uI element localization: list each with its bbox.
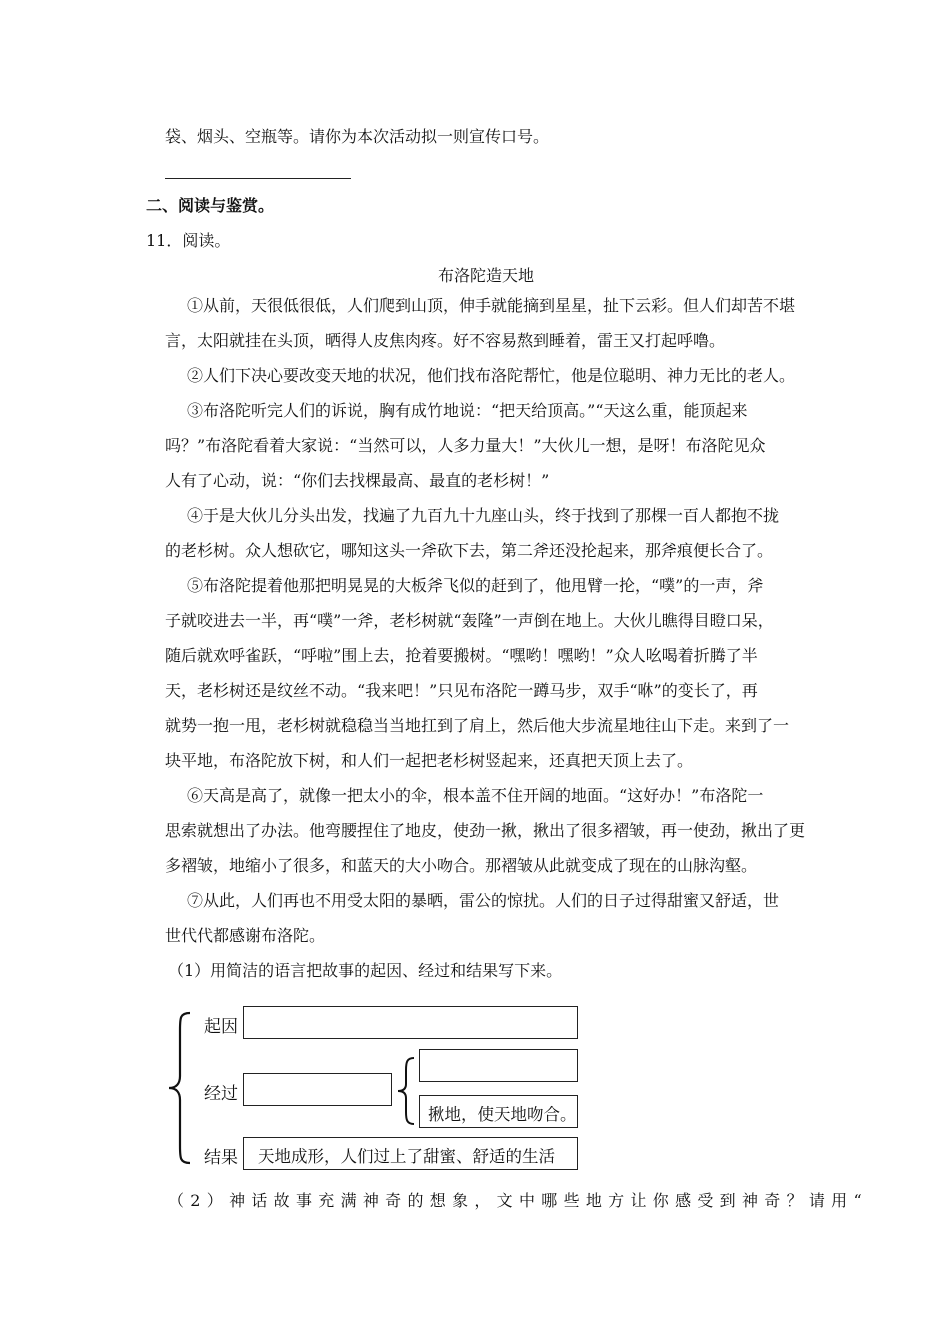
- section-heading: 二、阅读与鉴赏。: [146, 196, 275, 215]
- question-2: （2）神话故事充满神奇的想象，文中哪些地方让你感受到神奇？请用“: [168, 1191, 868, 1210]
- process-step1-answer-box[interactable]: [419, 1049, 578, 1082]
- small-brace: [396, 1056, 418, 1126]
- story-line: 天，老杉树还是纹丝不动。“我来吧！”只见布洛陀一蹲马步，双手“咻”的变长了，再: [165, 681, 758, 700]
- story-line: ①从前，天很低很低，人们爬到山顶，伸手就能摘到星星，扯下云彩。但人们却苦不堪: [187, 296, 796, 315]
- story-line: 随后就欢呼雀跃，“呼啦”围上去，抢着要搬树。“嘿哟！嘿哟！”众人吆喝着折腾了半: [165, 646, 758, 665]
- story-line: ②人们下决心要改变天地的状况，他们找布洛陀帮忙，他是位聪明、神力无比的老人。: [187, 366, 796, 385]
- label-cause: 起因: [204, 1017, 238, 1037]
- result-box: [243, 1137, 578, 1170]
- story-line: 言，太阳就挂在头顶，晒得人皮焦肉疼。好不容易熬到睡着，雷王又打起呼噜。: [165, 331, 726, 350]
- story-line: ③布洛陀听完人们的诉说，胸有成竹地说：“把天给顶高。”“天这么重，能顶起来: [187, 401, 748, 420]
- intro-line: 袋、烟头、空瓶等。请你为本次活动拟一则宣传口号。: [165, 127, 550, 146]
- story-line: 多褶皱，地缩小了很多，和蓝天的大小吻合。那褶皱从此就变成了现在的山脉沟壑。: [165, 856, 758, 875]
- question-label: 11．阅读。: [146, 231, 231, 250]
- story-line: 人有了心动，说：“你们去找棵最高、最直的老杉树！”: [165, 471, 550, 490]
- story-line: 的老杉树。众人想砍它，哪知这头一斧砍下去，第二斧还没抡起来，那斧痕便长合了。: [165, 541, 774, 560]
- story-line: ⑦从此，人们再也不用受太阳的暴晒，雷公的惊扰。人们的日子过得甜蜜又舒适，世: [187, 891, 780, 910]
- cause-answer-box[interactable]: [243, 1006, 578, 1039]
- story-line: 世代代都感谢布洛陀。: [165, 926, 326, 945]
- result-text: 天地成形，人们过上了甜蜜、舒适的生活: [258, 1147, 555, 1166]
- story-line: 吗？”布洛陀看着大家说：“当然可以，人多力量大！”大伙儿一想，是呀！布洛陀见众: [165, 436, 766, 455]
- left-brace: [166, 1010, 196, 1166]
- story-title: 布洛陀造天地: [438, 266, 535, 285]
- process-step2-box: [419, 1095, 578, 1128]
- label-result: 结果: [204, 1148, 238, 1168]
- story-line: 子就咬进去一半，再“噗”一斧，老杉树就“轰隆”一声倒在地上。大伙儿瞧得目瞪口呆，: [165, 611, 774, 630]
- process-answer-box[interactable]: [243, 1073, 392, 1106]
- story-line: ⑤布洛陀提着他那把明晃晃的大板斧飞似的赶到了，他甩臂一抡，“噗”的一声，斧: [187, 576, 764, 595]
- story-line: ⑥天高是高了，就像一把太小的伞，根本盖不住开阔的地面。“这好办！”布洛陀一: [187, 786, 764, 805]
- story-line: 思索就想出了办法。他弯腰捏住了地皮，使劲一揪，揪出了很多褶皱，再一使劲，揪出了更: [165, 821, 806, 840]
- story-line: ④于是大伙儿分头出发，找遍了九百九十九座山头，终于找到了那棵一百人都抱不拢: [187, 506, 780, 525]
- answer-blank-line[interactable]: [165, 178, 351, 179]
- question-1: （1）用简洁的语言把故事的起因、经过和结果写下来。: [168, 961, 563, 980]
- story-line: 就势一抱一甩，老杉树就稳稳当当地扛到了肩上，然后他大步流星地往山下走。来到了一: [165, 716, 790, 735]
- process-step2-text: 揪地，使天地吻合。: [428, 1105, 577, 1124]
- story-line: 块平地，布洛陀放下树，和人们一起把老杉树竖起来，还真把天顶上去了。: [165, 751, 694, 770]
- label-process: 经过: [204, 1084, 238, 1104]
